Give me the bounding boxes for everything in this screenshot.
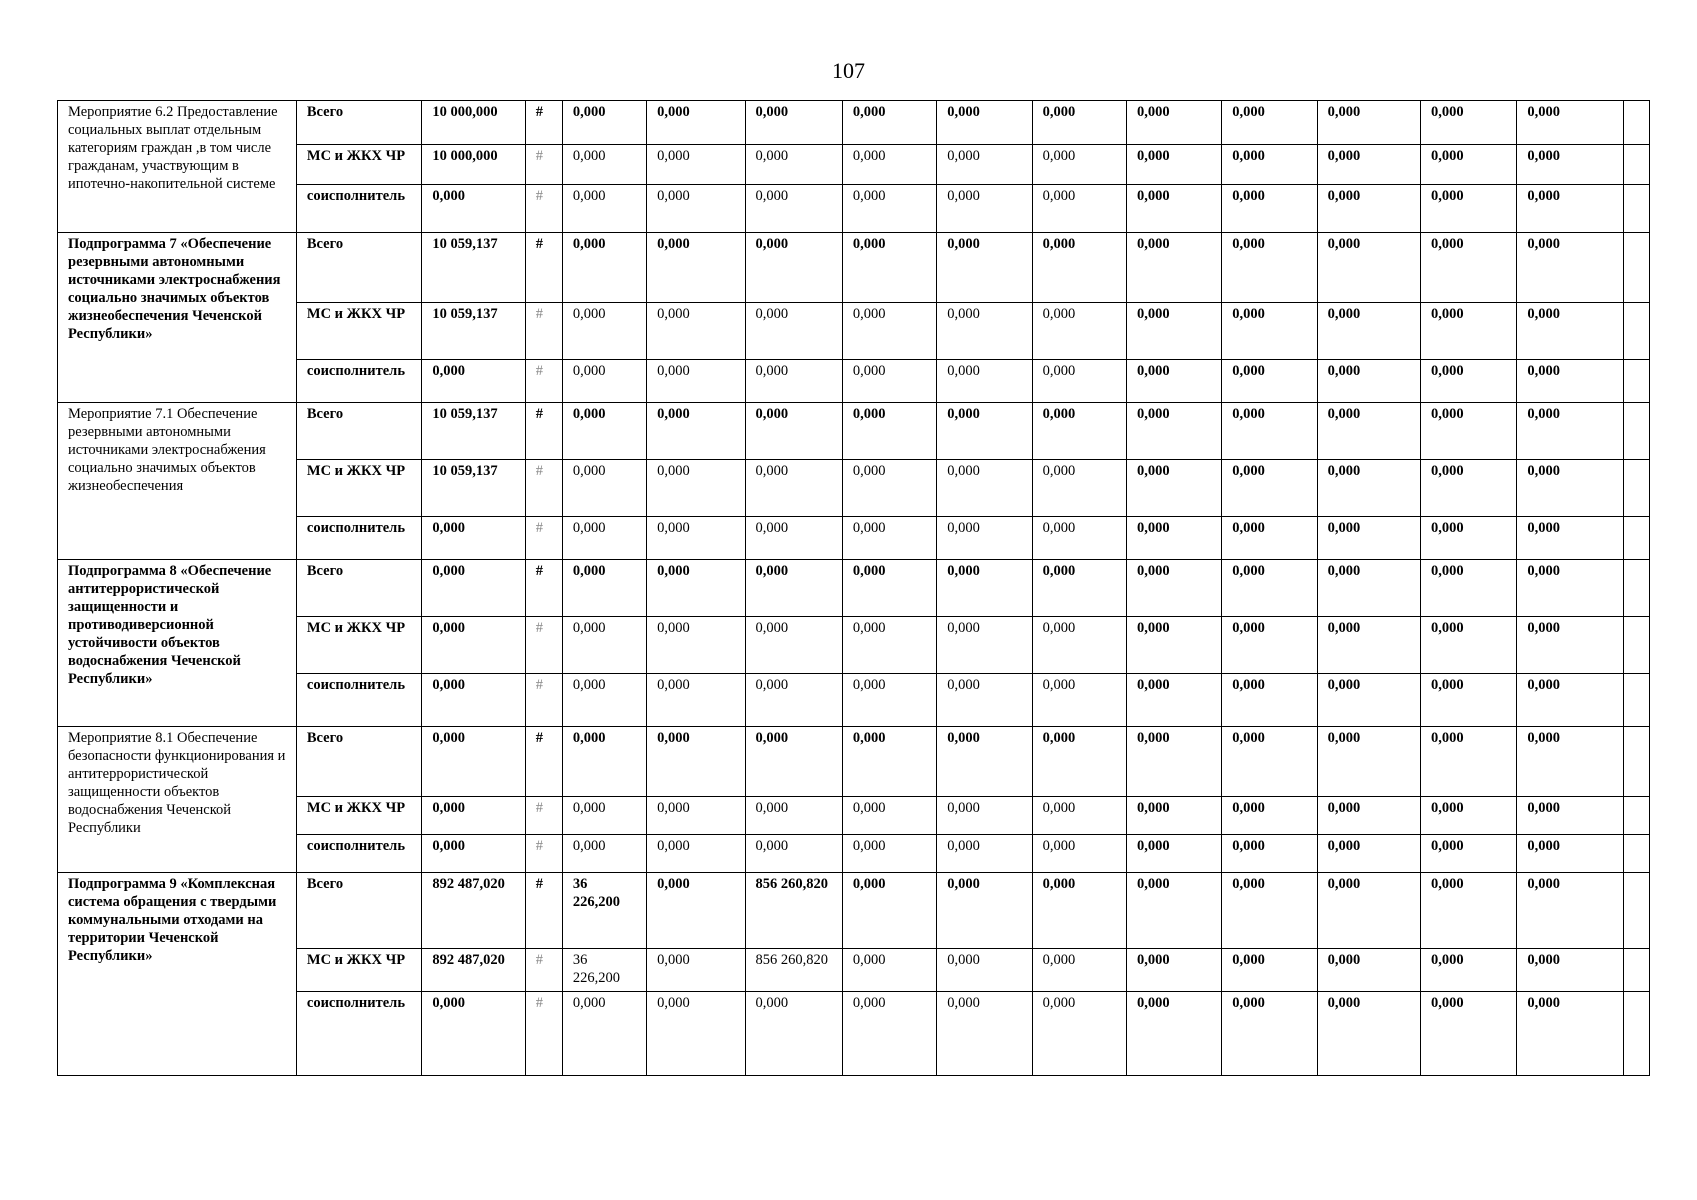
- year-value: 0,000: [1222, 835, 1317, 873]
- year-value: 0,000: [1032, 403, 1126, 460]
- year-value: 0,000: [1126, 185, 1221, 233]
- empty-cell: [1623, 560, 1649, 617]
- year-value: 0,000: [842, 303, 936, 360]
- year-value: 0,000: [1222, 460, 1317, 517]
- year-value: 0,000: [1032, 727, 1126, 797]
- year-value: 0,000: [562, 360, 646, 403]
- year-value: 0,000: [937, 185, 1032, 233]
- year-value: 0,000: [1222, 233, 1317, 303]
- year-value: 0,000: [1421, 101, 1517, 145]
- empty-cell: [1623, 674, 1649, 727]
- total-value: 10 059,137: [422, 403, 525, 460]
- year-value: 0,000: [647, 873, 745, 949]
- year-value: 0,000: [937, 101, 1032, 145]
- year-value: 0,000: [1517, 145, 1623, 185]
- total-value: 0,000: [422, 617, 525, 674]
- year-value: 0,000: [842, 797, 936, 835]
- year-value: 0,000: [1517, 360, 1623, 403]
- table-row: [58, 560, 1650, 617]
- year-value: 0,000: [1517, 517, 1623, 560]
- year-value: 0,000: [1126, 797, 1221, 835]
- total-value: 892 487,020: [422, 949, 525, 992]
- year-value: 0,000: [842, 674, 936, 727]
- year-value: 0,000: [842, 727, 936, 797]
- funding-source: соисполнитель: [296, 517, 421, 560]
- section-title: Подпрограмма 9 «Комплексная система обращения с твердыми коммунальными отходами на территории Чеченской Республики»: [58, 873, 297, 1076]
- table-row: [58, 873, 1650, 949]
- table-row: [58, 460, 1650, 517]
- empty-cell: [1623, 949, 1649, 992]
- hash-mark: #: [525, 797, 562, 835]
- empty-cell: [1623, 460, 1649, 517]
- year-value: 0,000: [1517, 403, 1623, 460]
- year-value: 0,000: [842, 185, 936, 233]
- funding-source: Всего: [296, 727, 421, 797]
- year-value: 856 260,820: [745, 873, 842, 949]
- year-value: 0,000: [1421, 403, 1517, 460]
- year-value: 0,000: [842, 949, 936, 992]
- year-value: 0,000: [937, 303, 1032, 360]
- year-value: 0,000: [1126, 360, 1221, 403]
- year-value: 0,000: [1517, 873, 1623, 949]
- funding-source: МС и ЖКХ ЧР: [296, 797, 421, 835]
- year-value: 0,000: [647, 185, 745, 233]
- section-title: Мероприятие 8.1 Обеспечение безопасности функционирования и антитеррористической защищенности объектов водоснабжения Чеченской Республики: [58, 727, 297, 873]
- year-value: 0,000: [1517, 185, 1623, 233]
- table-row: [58, 303, 1650, 360]
- hash-mark: #: [525, 403, 562, 460]
- funding-source: Всего: [296, 873, 421, 949]
- funding-source: соисполнитель: [296, 674, 421, 727]
- funding-source: МС и ЖКХ ЧР: [296, 303, 421, 360]
- funding-source: МС и ЖКХ ЧР: [296, 617, 421, 674]
- year-value: 0,000: [842, 992, 936, 1076]
- year-value: 0,000: [1517, 233, 1623, 303]
- year-value: 0,000: [1032, 101, 1126, 145]
- total-value: 0,000: [422, 797, 525, 835]
- year-value: 0,000: [1032, 992, 1126, 1076]
- year-value: 0,000: [937, 560, 1032, 617]
- year-value: 0,000: [1126, 949, 1221, 992]
- year-value: 0,000: [1222, 101, 1317, 145]
- table-row: [58, 101, 1650, 145]
- year-value: 0,000: [647, 992, 745, 1076]
- year-value: 0,000: [1222, 403, 1317, 460]
- table-row: [58, 797, 1650, 835]
- year-value: 0,000: [1317, 797, 1420, 835]
- hash-mark: #: [525, 727, 562, 797]
- hash-mark: #: [525, 233, 562, 303]
- year-value: 0,000: [1032, 185, 1126, 233]
- year-value: 0,000: [1032, 949, 1126, 992]
- year-value: 0,000: [1517, 674, 1623, 727]
- empty-cell: [1623, 835, 1649, 873]
- table-row: [58, 145, 1650, 185]
- year-value: 0,000: [647, 360, 745, 403]
- year-value: 0,000: [1421, 460, 1517, 517]
- empty-cell: [1623, 360, 1649, 403]
- year-value: 0,000: [1222, 992, 1317, 1076]
- year-value: 0,000: [562, 674, 646, 727]
- year-value: 0,000: [1421, 560, 1517, 617]
- year-value: 0,000: [562, 560, 646, 617]
- total-value: 0,000: [422, 835, 525, 873]
- table-row: [58, 360, 1650, 403]
- year-value: 36 226,200: [562, 873, 646, 949]
- year-value: 0,000: [562, 727, 646, 797]
- year-value: 0,000: [1317, 873, 1420, 949]
- table-row: [58, 617, 1650, 674]
- year-value: 0,000: [1126, 403, 1221, 460]
- year-value: 0,000: [562, 517, 646, 560]
- hash-mark: #: [525, 674, 562, 727]
- year-value: 0,000: [1517, 303, 1623, 360]
- year-value: 0,000: [1032, 873, 1126, 949]
- year-value: 0,000: [937, 835, 1032, 873]
- year-value: 0,000: [647, 233, 745, 303]
- hash-mark: #: [525, 517, 562, 560]
- funding-source: Всего: [296, 403, 421, 460]
- empty-cell: [1623, 873, 1649, 949]
- year-value: 0,000: [745, 101, 842, 145]
- year-value: 0,000: [1421, 145, 1517, 185]
- year-value: 0,000: [1032, 303, 1126, 360]
- empty-cell: [1623, 517, 1649, 560]
- year-value: 0,000: [745, 460, 842, 517]
- table-row: [58, 992, 1650, 1076]
- year-value: 0,000: [1126, 517, 1221, 560]
- total-value: 0,000: [422, 992, 525, 1076]
- year-value: 0,000: [647, 835, 745, 873]
- year-value: 0,000: [842, 617, 936, 674]
- empty-cell: [1623, 233, 1649, 303]
- hash-mark: #: [525, 873, 562, 949]
- year-value: 0,000: [1126, 617, 1221, 674]
- year-value: 0,000: [745, 360, 842, 403]
- year-value: 0,000: [1126, 727, 1221, 797]
- total-value: 10 059,137: [422, 460, 525, 517]
- year-value: 0,000: [1126, 873, 1221, 949]
- table-row: [58, 835, 1650, 873]
- hash-mark: #: [525, 185, 562, 233]
- year-value: 0,000: [1126, 460, 1221, 517]
- total-value: 0,000: [422, 185, 525, 233]
- hash-mark: #: [525, 303, 562, 360]
- total-value: 10 000,000: [422, 101, 525, 145]
- empty-cell: [1623, 617, 1649, 674]
- year-value: 0,000: [745, 992, 842, 1076]
- hash-mark: #: [525, 617, 562, 674]
- year-value: 0,000: [1126, 145, 1221, 185]
- year-value: 0,000: [1317, 835, 1420, 873]
- hash-mark: #: [525, 145, 562, 185]
- year-value: 0,000: [1032, 360, 1126, 403]
- year-value: 0,000: [1517, 617, 1623, 674]
- hash-mark: #: [525, 992, 562, 1076]
- empty-cell: [1623, 992, 1649, 1076]
- year-value: 0,000: [745, 303, 842, 360]
- year-value: 0,000: [1032, 517, 1126, 560]
- year-value: 0,000: [937, 992, 1032, 1076]
- total-value: 0,000: [422, 674, 525, 727]
- year-value: 0,000: [647, 560, 745, 617]
- year-value: 0,000: [1317, 360, 1420, 403]
- year-value: 0,000: [647, 517, 745, 560]
- total-value: 10 059,137: [422, 233, 525, 303]
- year-value: 0,000: [1517, 835, 1623, 873]
- year-value: 0,000: [842, 360, 936, 403]
- year-value: 0,000: [842, 145, 936, 185]
- total-value: 0,000: [422, 560, 525, 617]
- empty-cell: [1623, 403, 1649, 460]
- year-value: 0,000: [1032, 835, 1126, 873]
- year-value: 0,000: [1317, 403, 1420, 460]
- year-value: 0,000: [937, 233, 1032, 303]
- page-number: 107: [832, 58, 865, 83]
- year-value: 0,000: [647, 674, 745, 727]
- year-value: 0,000: [562, 992, 646, 1076]
- year-value: 0,000: [1517, 797, 1623, 835]
- year-value: 0,000: [1421, 797, 1517, 835]
- year-value: 0,000: [1222, 560, 1317, 617]
- year-value: 0,000: [1421, 303, 1517, 360]
- year-value: 0,000: [745, 145, 842, 185]
- hash-mark: #: [525, 560, 562, 617]
- year-value: 0,000: [1222, 360, 1317, 403]
- year-value: 0,000: [1421, 233, 1517, 303]
- year-value: 0,000: [1317, 727, 1420, 797]
- year-value: 0,000: [1317, 992, 1420, 1076]
- funding-source: соисполнитель: [296, 992, 421, 1076]
- year-value: 0,000: [647, 727, 745, 797]
- year-value: 0,000: [1126, 835, 1221, 873]
- section-title: Мероприятие 6.2 Предоставление социальных выплат отдельным категориям граждан ,в том числе гражданам, участвующим в ипотечно-накопительной системе: [58, 101, 297, 233]
- table-row: [58, 185, 1650, 233]
- year-value: 0,000: [1421, 873, 1517, 949]
- empty-cell: [1623, 145, 1649, 185]
- year-value: 0,000: [1032, 233, 1126, 303]
- year-value: 0,000: [937, 797, 1032, 835]
- year-value: 0,000: [1032, 674, 1126, 727]
- table-row: [58, 727, 1650, 797]
- year-value: 0,000: [647, 101, 745, 145]
- year-value: 0,000: [842, 403, 936, 460]
- year-value: 0,000: [1317, 145, 1420, 185]
- year-value: 0,000: [937, 617, 1032, 674]
- year-value: 0,000: [1126, 101, 1221, 145]
- year-value: 0,000: [647, 797, 745, 835]
- year-value: 0,000: [647, 617, 745, 674]
- year-value: 0,000: [1317, 303, 1420, 360]
- year-value: 0,000: [1222, 145, 1317, 185]
- year-value: 0,000: [1317, 560, 1420, 617]
- year-value: 0,000: [1032, 460, 1126, 517]
- year-value: 0,000: [1032, 617, 1126, 674]
- year-value: 0,000: [1421, 185, 1517, 233]
- year-value: 0,000: [1222, 617, 1317, 674]
- year-value: 0,000: [1517, 460, 1623, 517]
- year-value: 0,000: [1317, 517, 1420, 560]
- funding-source: соисполнитель: [296, 360, 421, 403]
- year-value: 0,000: [562, 617, 646, 674]
- year-value: 0,000: [1126, 560, 1221, 617]
- year-value: 0,000: [1317, 233, 1420, 303]
- empty-cell: [1623, 727, 1649, 797]
- year-value: 0,000: [562, 835, 646, 873]
- year-value: 0,000: [937, 460, 1032, 517]
- year-value: 0,000: [1317, 949, 1420, 992]
- year-value: 0,000: [842, 560, 936, 617]
- funding-source: Всего: [296, 101, 421, 145]
- year-value: 0,000: [1317, 185, 1420, 233]
- hash-mark: #: [525, 360, 562, 403]
- year-value: 0,000: [1032, 797, 1126, 835]
- total-value: 892 487,020: [422, 873, 525, 949]
- year-value: 0,000: [745, 835, 842, 873]
- year-value: 0,000: [745, 185, 842, 233]
- year-value: 0,000: [562, 233, 646, 303]
- year-value: 0,000: [1222, 303, 1317, 360]
- year-value: 0,000: [1222, 517, 1317, 560]
- funding-source: МС и ЖКХ ЧР: [296, 145, 421, 185]
- total-value: 10 059,137: [422, 303, 525, 360]
- year-value: 0,000: [1222, 674, 1317, 727]
- empty-cell: [1623, 303, 1649, 360]
- year-value: 0,000: [1517, 949, 1623, 992]
- hash-mark: #: [525, 460, 562, 517]
- section-title: Мероприятие 7.1 Обеспечение резервными автономными источниками электроснабжения социально значимых объектов жизнеобеспечения: [58, 403, 297, 560]
- section-title: Подпрограмма 7 «Обеспечение резервными автономными источниками электроснабжения социально значимых объектов жизнеобеспечения Чеченской Республики»: [58, 233, 297, 403]
- year-value: 0,000: [562, 460, 646, 517]
- year-value: 0,000: [1126, 674, 1221, 727]
- table-row: [58, 517, 1650, 560]
- year-value: 0,000: [1032, 145, 1126, 185]
- year-value: 0,000: [1421, 992, 1517, 1076]
- table-row: [58, 674, 1650, 727]
- year-value: 0,000: [842, 873, 936, 949]
- hash-mark: #: [525, 101, 562, 145]
- year-value: 0,000: [1126, 992, 1221, 1076]
- year-value: 0,000: [1317, 617, 1420, 674]
- total-value: 10 000,000: [422, 145, 525, 185]
- table-row: [58, 403, 1650, 460]
- year-value: 0,000: [1222, 185, 1317, 233]
- year-value: 0,000: [842, 517, 936, 560]
- year-value: 0,000: [562, 797, 646, 835]
- year-value: 0,000: [745, 674, 842, 727]
- year-value: 0,000: [842, 101, 936, 145]
- year-value: 0,000: [842, 233, 936, 303]
- year-value: 0,000: [937, 360, 1032, 403]
- year-value: 0,000: [562, 145, 646, 185]
- year-value: 0,000: [1517, 101, 1623, 145]
- year-value: 0,000: [562, 303, 646, 360]
- budget-table: [57, 100, 1650, 1076]
- year-value: 0,000: [745, 560, 842, 617]
- empty-cell: [1623, 101, 1649, 145]
- year-value: 0,000: [937, 727, 1032, 797]
- year-value: 0,000: [1317, 101, 1420, 145]
- year-value: 0,000: [562, 185, 646, 233]
- year-value: 0,000: [1222, 949, 1317, 992]
- total-value: 0,000: [422, 727, 525, 797]
- year-value: 0,000: [745, 403, 842, 460]
- year-value: 0,000: [647, 403, 745, 460]
- year-value: 0,000: [1421, 949, 1517, 992]
- section-title: Подпрограмма 8 «Обеспечение антитеррористической защищенности и противодиверсионной устойчивости объектов водоснабжения Чеченской Республики»: [58, 560, 297, 727]
- funding-source: Всего: [296, 233, 421, 303]
- year-value: 0,000: [1421, 517, 1517, 560]
- year-value: 0,000: [1126, 303, 1221, 360]
- empty-cell: [1623, 185, 1649, 233]
- year-value: 0,000: [842, 835, 936, 873]
- year-value: 0,000: [1421, 727, 1517, 797]
- year-value: 0,000: [1317, 460, 1420, 517]
- year-value: 0,000: [937, 949, 1032, 992]
- year-value: 0,000: [1222, 797, 1317, 835]
- year-value: 0,000: [647, 949, 745, 992]
- year-value: 0,000: [937, 403, 1032, 460]
- year-value: 0,000: [745, 727, 842, 797]
- year-value: 0,000: [745, 233, 842, 303]
- year-value: 36 226,200: [562, 949, 646, 992]
- year-value: 0,000: [1517, 560, 1623, 617]
- year-value: 0,000: [937, 517, 1032, 560]
- year-value: 0,000: [937, 674, 1032, 727]
- year-value: 0,000: [745, 517, 842, 560]
- funding-source: соисполнитель: [296, 835, 421, 873]
- year-value: 0,000: [1517, 992, 1623, 1076]
- year-value: 0,000: [1421, 674, 1517, 727]
- year-value: 0,000: [1126, 233, 1221, 303]
- year-value: 0,000: [1222, 873, 1317, 949]
- year-value: 0,000: [647, 145, 745, 185]
- year-value: 0,000: [745, 617, 842, 674]
- funding-source: МС и ЖКХ ЧР: [296, 949, 421, 992]
- funding-source: соисполнитель: [296, 185, 421, 233]
- year-value: 0,000: [937, 873, 1032, 949]
- year-value: 0,000: [1317, 674, 1420, 727]
- total-value: 0,000: [422, 517, 525, 560]
- year-value: 0,000: [647, 303, 745, 360]
- year-value: 0,000: [647, 460, 745, 517]
- year-value: 0,000: [562, 403, 646, 460]
- table-row: [58, 949, 1650, 992]
- year-value: 0,000: [562, 101, 646, 145]
- hash-mark: #: [525, 949, 562, 992]
- empty-cell: [1623, 797, 1649, 835]
- funding-source: МС и ЖКХ ЧР: [296, 460, 421, 517]
- table-row: [58, 233, 1650, 303]
- year-value: 0,000: [1421, 360, 1517, 403]
- funding-source: Всего: [296, 560, 421, 617]
- year-value: 0,000: [1032, 560, 1126, 617]
- total-value: 0,000: [422, 360, 525, 403]
- year-value: 0,000: [1421, 835, 1517, 873]
- year-value: 0,000: [1222, 727, 1317, 797]
- year-value: 0,000: [745, 797, 842, 835]
- year-value: 856 260,820: [745, 949, 842, 992]
- hash-mark: #: [525, 835, 562, 873]
- year-value: 0,000: [1421, 617, 1517, 674]
- year-value: 0,000: [842, 460, 936, 517]
- year-value: 0,000: [1517, 727, 1623, 797]
- year-value: 0,000: [937, 145, 1032, 185]
